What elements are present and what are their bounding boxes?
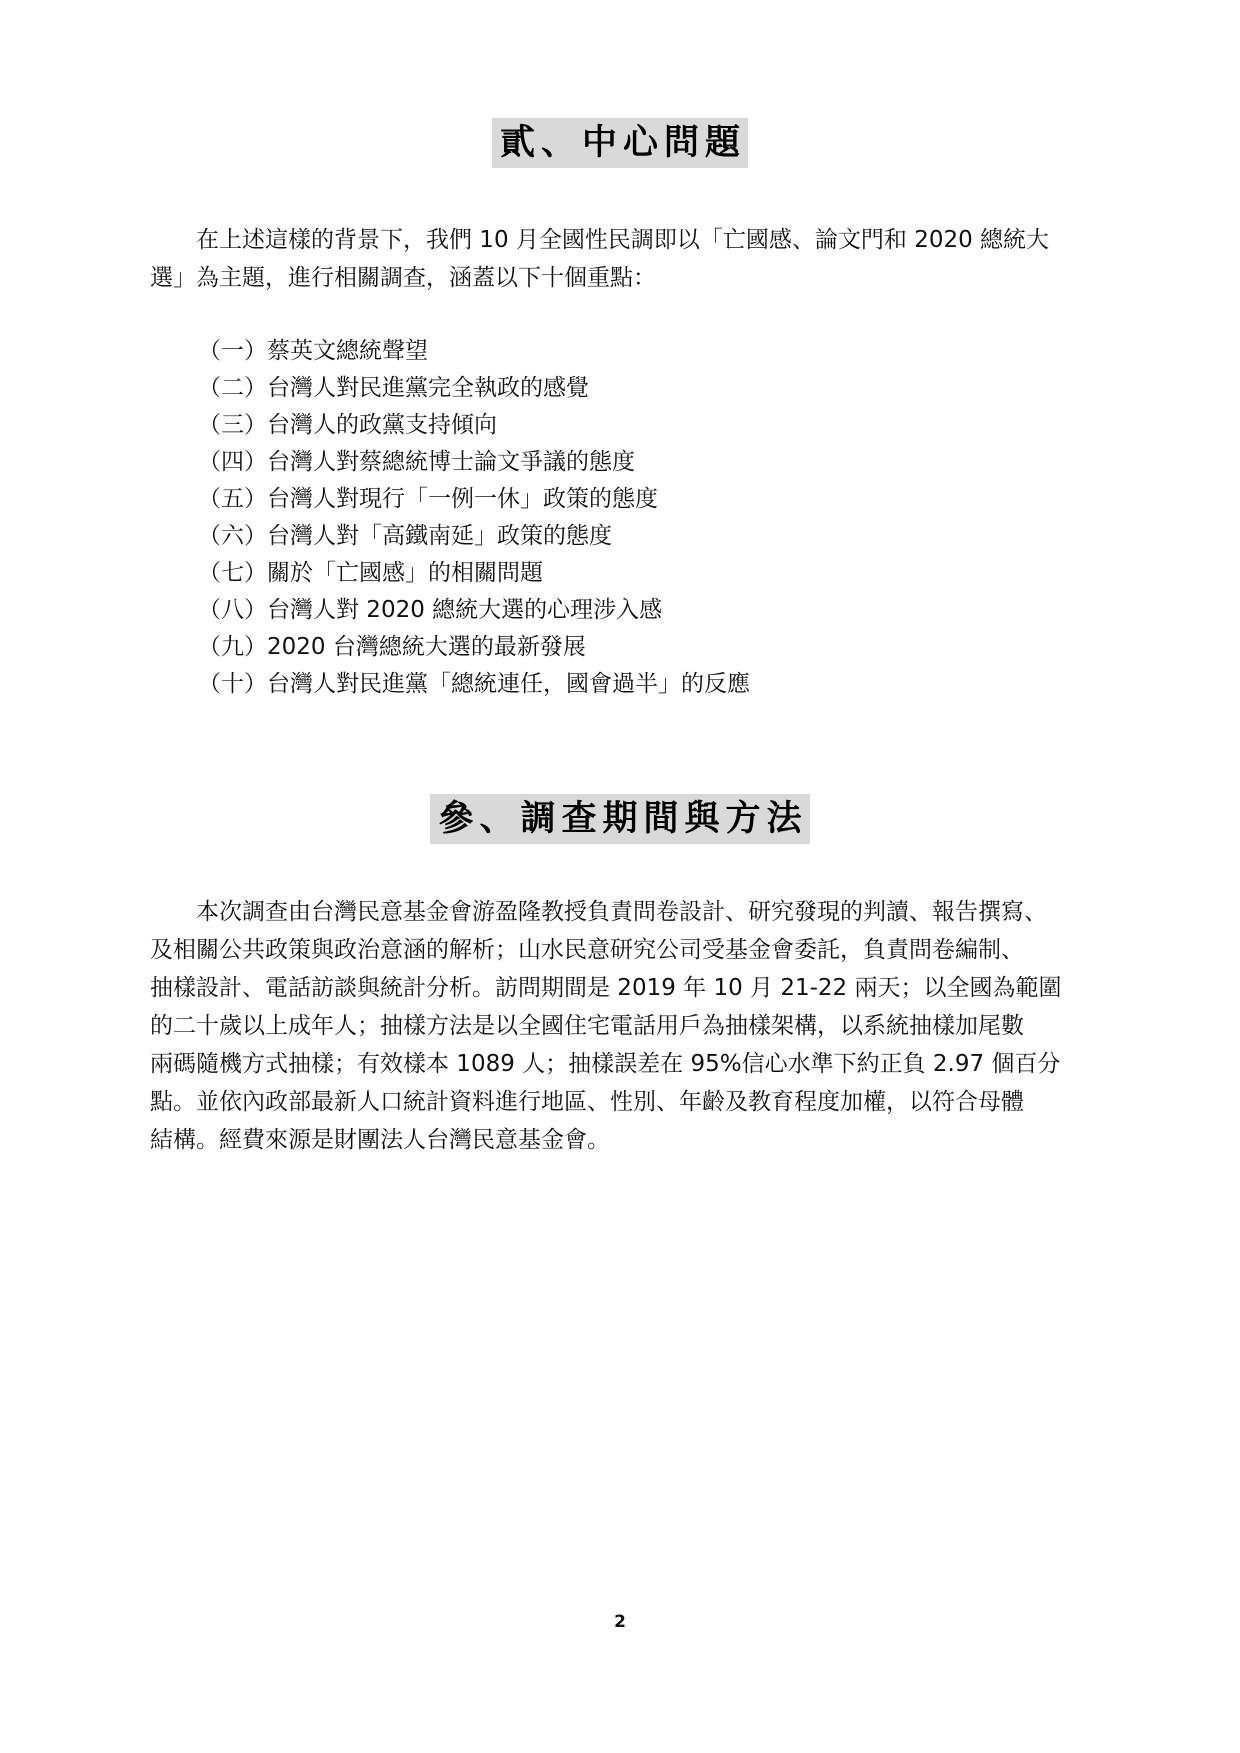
section3-heading: 參、調查期間與方法 xyxy=(430,794,809,844)
key-points-list xyxy=(198,333,750,703)
list-item: （七）關於「亡國感」的相關問題 xyxy=(198,560,543,586)
list-item: （八）台灣人對 2020 總統大選的心理涉入感 xyxy=(198,597,663,623)
list-item: （六）台灣人對「高鐵南延」政策的態度 xyxy=(198,523,612,549)
list-item: （三）台灣人的政黨支持傾向 xyxy=(198,412,497,438)
list-item: （二）台灣人對民進黨完全執政的感覺 xyxy=(198,375,589,401)
section2-heading-wrap xyxy=(0,118,1240,168)
list-item: （九）2020 台灣總統大選的最新發展 xyxy=(198,634,586,660)
list-item: （四）台灣人對蔡總統博士論文爭議的態度 xyxy=(198,449,635,475)
section3-heading-wrap xyxy=(0,794,1240,844)
list-item: （五）台灣人對現行「一例一休」政策的態度 xyxy=(198,486,658,512)
section2-intro-paragraph: 在上述這樣的背景下，我們 10 月全國性民調即以「亡國感、論文門和 2020 總統大 選」為主題，進行相關調查，涵蓋以下十個重點： xyxy=(150,227,1050,291)
page-number: 2 xyxy=(614,1612,626,1632)
section2-heading: 貳、中心問題 xyxy=(492,118,748,168)
section3-body-paragraph: 本次調查由台灣民意基金會游盈隆教授負責問卷設計、研究發現的判讀、報告撰寫、 及相關公共政策與政治意涵的解析；山水民意研究公司受基金會委託，負責問卷編制、 抽樣設計、電話訪談與統計分析。訪問期間是 2019 年 10 月 21-22 兩天；以全國為範圍 的二十歲以上成年人；抽樣方法是以全國住宅電話用戶為抽樣架構，以系統抽樣加尾數 兩碼隨機方式抽樣；有效樣本 1089 人；抽樣誤差在 95%信心水準下約正負 2.97 個百分 點。並依內政部最新人口統計資料進行地區、性別、年齡及教育程度加權，以符合母體 結構。經費來源是財團法人台灣民意基金會。 xyxy=(150,899,1062,1153)
list-item: （一）蔡英文總統聲望 xyxy=(198,338,428,364)
list-item: （十）台灣人對民進黨「總統連任，國會過半」的反應 xyxy=(198,671,750,697)
